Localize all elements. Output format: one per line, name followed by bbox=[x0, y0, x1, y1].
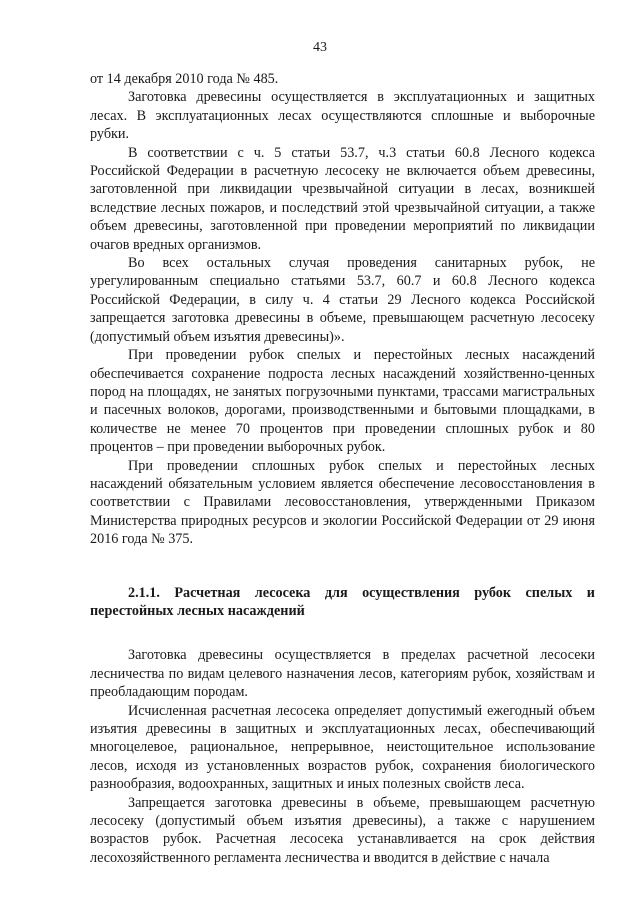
section-heading: 2.1.1. Расчетная лесосека для осуществления рубок спелых и перестойных лесных насаждений bbox=[90, 584, 595, 619]
paragraph: Исчисленная расчетная лесосека определяет допустимый ежегодный объем изъятия древесины в защитных и эксплуатационных лесах, обеспечивающий многоцелевое, рациональное, непрерывное, неистощительное использование лесов, исходя из установленных возрастов рубок, сохранения биологического разнообразия, водоохранных, защитных и иных полезных свойств леса. bbox=[90, 702, 595, 793]
paragraph: При проведении сплошных рубок спелых и перестойных лесных насаждений обязательным условием является обеспечение лесовосстановления в соответствии с Правилами лесовосстановления, утвержденными Приказом Министерства природных ресурсов и экологии Российской Федерации от 29 июня 2016 года № 375. bbox=[90, 457, 595, 548]
paragraph: Заготовка древесины осуществляется в пределах расчетной лесосеки лесничества по видам целевого назначения лесов, категориям рубок, хозяйствам и преобладающим породам. bbox=[90, 647, 595, 701]
paragraph: Запрещается заготовка древесины в объеме, превышающем расчетную лесосеку (допустимый объем изъятия древесины), а также с нарушением возрастов рубок. Расчетная лесосека устанавливается на срок действия лесохозяйственного регламента лесничества и вводится в действие с начала bbox=[90, 794, 595, 866]
paragraph: Во всех остальных случая проведения санитарных рубок, не урегулированным специально статьями 53.7, 60.7 и 60.8 Лесного кодекса Российской Федерации, в силу ч. 4 статьи 29 Лесного кодекса Российской запрещается заготовка древесины в объеме, превышающем расчетную лесосеку (допустимый объем изъятия древесины)». bbox=[90, 255, 595, 345]
paragraph: от 14 декабря 2010 года № 485. bbox=[90, 71, 279, 87]
page-number: 43 bbox=[313, 40, 327, 55]
paragraph: В соответствии с ч. 5 статьи 53.7, ч.3 статьи 60.8 Лесного кодекса Российской Федерации в расчетную лесосеку не включается объем древесины, заготовленной при ликвидации чрезвычайной ситуации в лесах, возникшей вследствие лесных пожаров, и последствий этой чрезвычайной ситуации, а также объем древесины, заготовленной при проведении мероприятий по ликвидации очагов вредных организмов. bbox=[90, 144, 595, 253]
paragraph: При проведении рубок спелых и перестойных лесных насаждений обеспечивается сохранение подроста лесных насаждений хозяйственно-ценных пород на площадях, не занятых погрузочными пунктами, трассами магистральных и пасечных волоков, дорогами, производственными и бытовыми площадками, в количестве не менее 70 процентов при проведении сплошных рубок и 80 процентов – при проведении выборочных рубок. bbox=[90, 347, 595, 456]
body-text bbox=[90, 70, 595, 867]
paragraph: Заготовка древесины осуществляется в эксплуатационных и защитных лесах. В эксплуатационных лесах осуществляются сплошные и выборочные рубки. bbox=[90, 89, 595, 143]
